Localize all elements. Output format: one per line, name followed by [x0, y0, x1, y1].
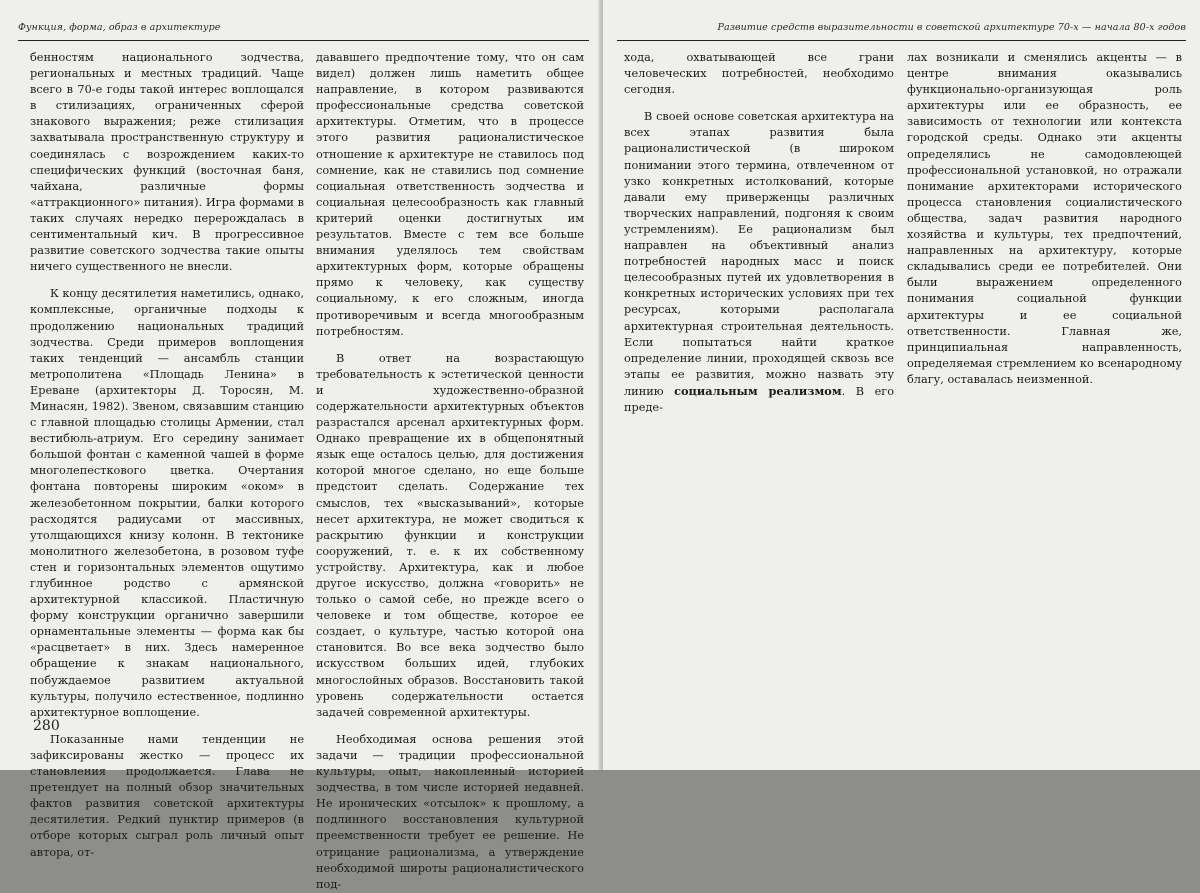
right-column-2 [907, 50, 1182, 388]
left-page [0, 0, 601, 891]
paragraph-text: В своей основе советская архитектура на всех этапах развития была рационалистической (в широком понимании этого термина, отвлеченном от узко конкретных истолкований, которые давали ему приверженцы различных творческих направлений, подгоняя к своим устремлениям). Ее рационализм был направлен на объективный анализ потребностей народных масс и поиск целесообразных путей их удовлетворения в конкретных исторических условиях при тех ресурсах, которыми располагала архитектурная строительная деятельность. Если попытаться найти краткое определение линии, проходящей сквозь все этапы ее развития, можно назвать эту линию [624, 110, 894, 398]
paragraph: К концу десятилетия наметились, однако, комплексные, органичные подходы к продолжению национальных традиций зодчества. Среди примеров воплощения таких тенденций — ансамбль станции метрополитена «Площадь Ленина» в Ереване (архитекторы Д. Торосян, М. Минасян, 1982). Звеном, связавшим станцию с главной площадью столицы Армении, стал вестибюль-атриум. Его середину занимает большой фонтан с каменной чашей в форме многолепесткового цветка. Очертания фонтана повторены широким «оком» в железобетонном покрытии, балки которого расходятся радиусами от массивных, утолщающихся книзу колонн. В тектонике монолитного железобетона, в розовом туфе стен и горизонтальных элементов ощутимо глубинное родство с армянской архитектурной классикой. Пластичную форму конструкции органично завершили орнаментальные элементы — форма как бы «расцветает» в них. Здесь намеренное обращение к знакам национального, побуждаемое развитием актуальной культуры, получило естественное, подлинно архитектурное воплощение. [30, 287, 304, 719]
paragraph: лах возникали и сменялись акценты — в центре внимания оказывались функционально-организующая роль архитектуры или ее образность, ее зависимость от технологии или контекста городской среды. Однако эти акценты определялись не самодовлеющей профессиональной установкой, но отражали понимание архитекторами исторического процесса становления социалистического общества, задач развития народного хозяйства и культуры, тех предпочтений, направленных на архитектуру, которые складывались среди ее потребителей. Они были выражением определенного понимания социальной функции архитектуры и ее социальной ответственности. Главная же, принципиальная направленность, определяемая стремлением ко всенародному благу, оставалась неизменной. [907, 51, 1182, 386]
paragraph [624, 109, 894, 416]
paragraph: Показанные нами тенденции не зафиксированы жестко — процесс их становления продолжается. Глава не претендует на полный обзор значительных фактов развития советской архитектуры десятилетия. Редкий пунктир примеров (в отборе которых сыграл роль личный опыт автора, от- [30, 732, 304, 859]
left-header-rule [18, 40, 589, 41]
paragraph: бенностям национального зодчества, региональных и местных традиций. Чаще всего в 70-е годы такой интерес воплощался в стилизациях, ограниченных сферой знакового выражения; реже стилизация захватывала пространственную структуру и соединялась с возрождением каких-то специфических функций (восточная баня, чайхана, различные формы «аттракционного» питания). Игра формами в таких случаях нередко перерождалась в сентиментальный кич. В прогрессивное развитие советского зодчества такие опыты ничего существенного не внесли. [30, 51, 304, 274]
left-column-1 [30, 50, 304, 861]
left-running-header: Функция, форма, образ в архитектуре [18, 22, 221, 33]
bold-term: социальным реализмом [674, 383, 842, 398]
left-column-2 [316, 50, 584, 893]
paragraph: хода, охватывающей все грани человеческих потребностей, необходимо сегодня. [624, 51, 894, 97]
right-page [603, 0, 1200, 770]
right-column-1 [624, 50, 894, 416]
right-running-header: Развитие средств выразительности в советской архитектуре 70-х — начала 80-х годов [717, 22, 1186, 33]
page-number: 280 [33, 718, 60, 734]
paragraph-tail: . В его преде- [624, 384, 894, 414]
paragraph: Необходимая основа решения этой задачи — традиции профессиональной культуры, опыт, накопленный историей зодчества, в том числе историей недавней. Не иронических «отсылок» к прошлому, а подлинного восстановления культурной преемственности требует ее решение. Не отрицание рационализма, а утверждение необходимой широты рационалистического под- [316, 732, 584, 891]
paragraph: В ответ на возрастающую требовательность к эстетической ценности и художественно-образной содержательности архитектурных объектов разрастался арсенал архитектурных форм. Однако превращение их в общепонятный язык еще осталось целью, для достижения которой многое сделано, но еще больше предстоит сделать. Содержание тех смыслов, тех «высказываний», которые несет архитектура, не может сводиться к раскрытию функции и конструкции сооружений, т. е. к их собственному устройству. Архитектура, как и любое другое искусство, должна «говорить» не только о самой себе, но прежде всего о человеке и том обществе, которое ее создает, о культуре, частью которой она становится. Во все века зодчество было искусством больших идей, глубоких многослойных образов. Восстановить такой уровень содержательности остается задачей современной архитектуры. [316, 351, 584, 719]
paragraph: дававшего предпочтение тому, что он сам видел) должен лишь наметить общее направление, в котором развиваются профессиональные средства советской архитектуры. Отметим, что в процессе этого развития рационалистическое отношение к архитектуре не ставилось под сомнение, как не ставились под сомнение социальная ответственность зодчества и социальная целесообразность как главный критерий оценки достигнутых им результатов. Вместе с тем все больше внимания уделялось тем свойствам архитектурных форм, которые обращены прямо к человеку, как существу социальному, к его сложным, иногда противоречивым и всегда многообразным потребностям. [316, 51, 584, 338]
right-header-rule [617, 40, 1186, 41]
